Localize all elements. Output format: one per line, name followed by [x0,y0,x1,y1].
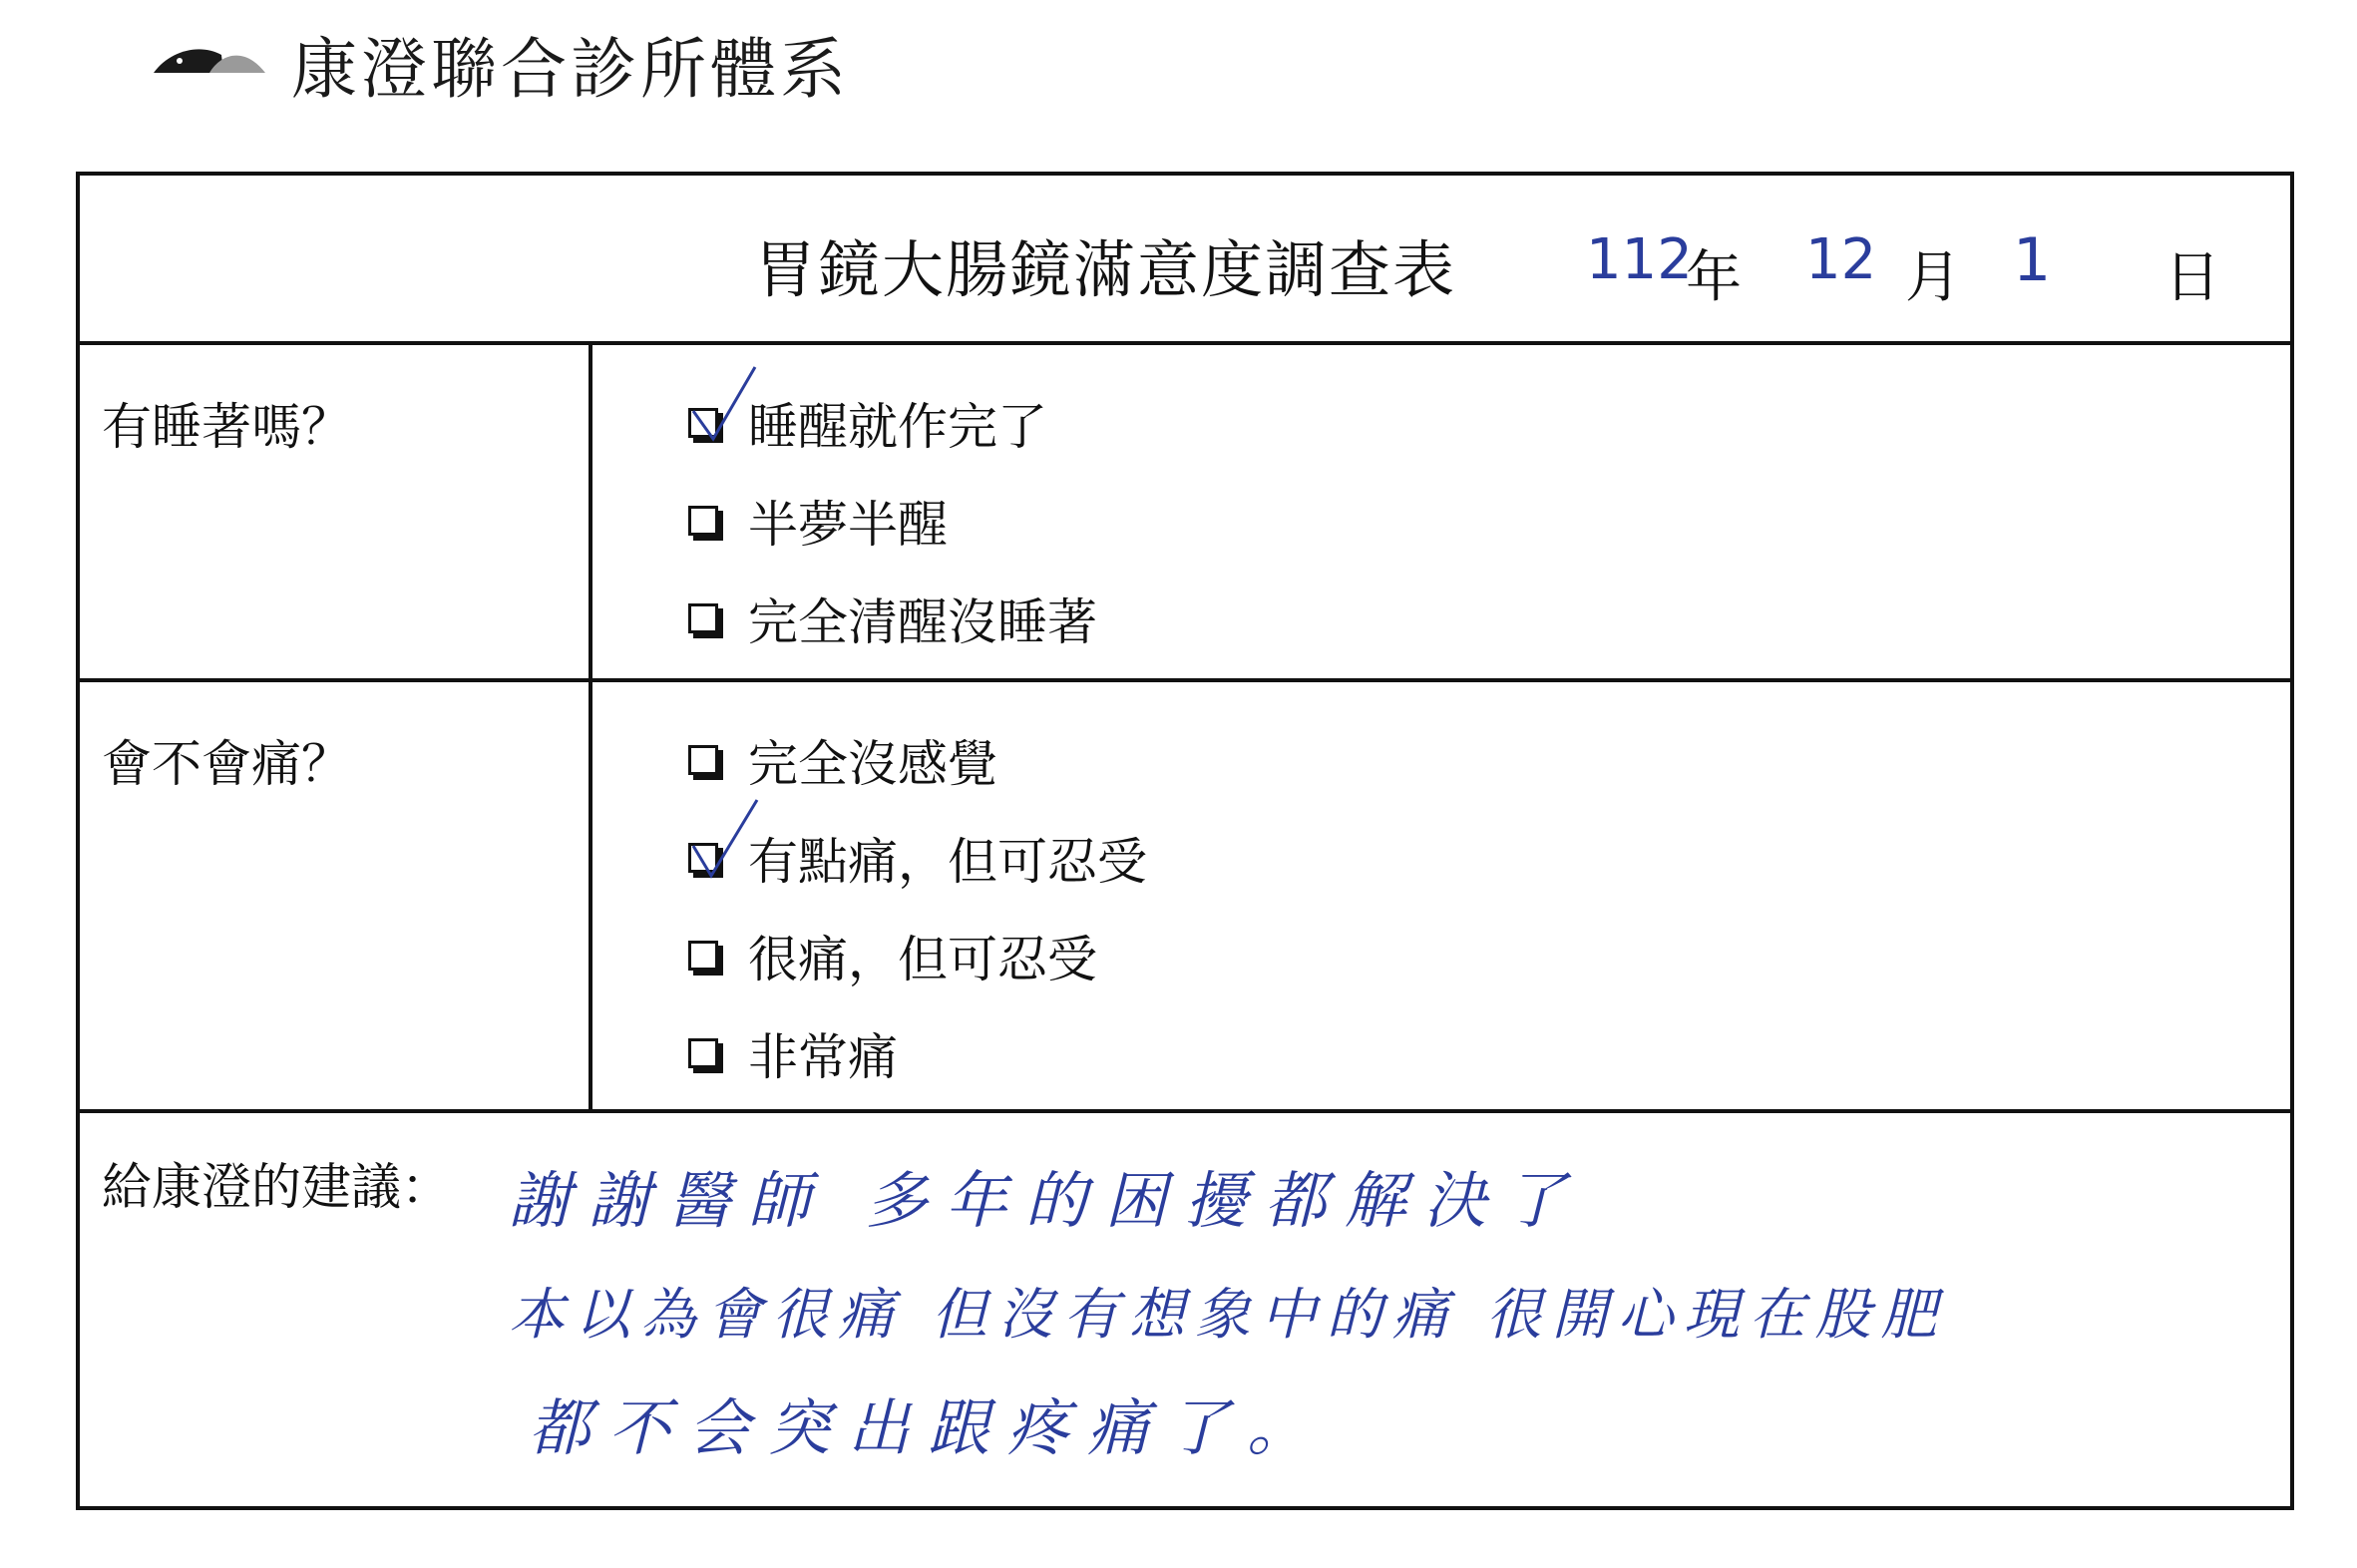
year-value: 112 [1586,227,1693,292]
checkbox-sleep-3[interactable] [688,603,718,633]
question-sleep-row [80,345,2290,682]
option-sleep-3-label: 完全清醒沒睡著 [748,593,1097,651]
option-sleep-1[interactable] [688,387,1047,459]
checkbox-pain-4[interactable] [688,1038,718,1068]
option-pain-3-label: 很痛，但可忍受 [748,931,1097,988]
option-pain-3[interactable] [688,920,1097,991]
checkmark-icon [685,796,765,886]
suggestion-row [80,1111,2290,1510]
handwritten-line-2: 本以為會很痛 但沒有想象中的痛 很開心現在股肥 [509,1283,1947,1348]
option-pain-2-label: 有點痛，但可忍受 [748,833,1147,891]
option-pain-4-label: 非常痛 [748,1028,898,1086]
suggestion-label: 給康澄的建議： [102,1158,451,1216]
clinic-logo-icon [150,33,269,93]
clinic-header [150,18,850,108]
month-value: 12 [1805,227,1877,292]
checkbox-pain-1[interactable] [688,745,718,775]
day-label: 日 [2164,245,2220,310]
checkbox-sleep-1[interactable] [688,408,718,438]
title-row [80,176,2290,345]
checkbox-pain-2[interactable] [688,843,718,873]
clinic-name: 康澄聯合診所體系 [291,30,850,108]
handwritten-line-1: 謝謝醫師 多年的困擾都解決了 [509,1164,1584,1237]
column-divider [589,682,592,1109]
checkmark-icon [685,361,765,451]
column-divider [589,345,592,678]
checkbox-sleep-2[interactable] [688,506,718,536]
day-value: 1 [2013,225,2052,295]
option-pain-4[interactable] [688,1017,898,1089]
checkbox-pain-3[interactable] [688,941,718,971]
question-pain-row [80,682,2290,1113]
option-sleep-3[interactable] [688,583,1097,654]
handwritten-line-3: 都不会突出跟疼痛了。 [529,1391,1328,1464]
year-label: 年 [1686,245,1742,310]
option-sleep-2[interactable] [688,485,948,557]
option-pain-1-label: 完全沒感覺 [748,735,997,793]
option-pain-1[interactable] [688,724,997,796]
question-pain-label: 會不會痛？ [102,735,351,793]
form-title: 胃鏡大腸鏡滿意度調查表 [754,233,1457,306]
option-pain-2[interactable] [688,822,1147,894]
survey-form [76,172,2294,1510]
question-sleep-label: 有睡著嗎？ [102,398,351,456]
month-label: 月 [1905,245,1961,310]
option-sleep-1-label: 睡醒就作完了 [748,398,1047,456]
option-sleep-2-label: 半夢半醒 [748,496,948,554]
